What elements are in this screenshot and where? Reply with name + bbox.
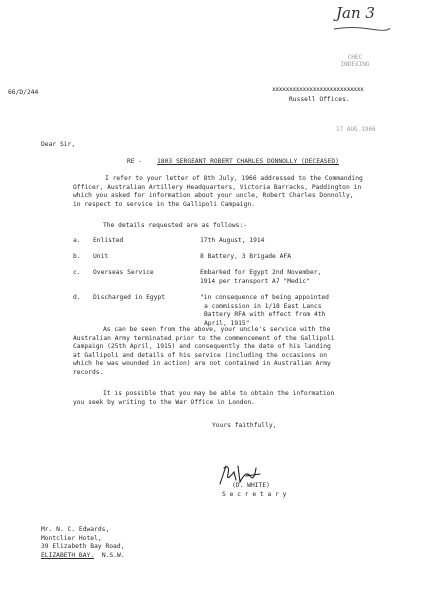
signatory-title: S e c r e t a r y — [222, 491, 287, 498]
paragraph-3-line: you seek by writing to the War Office in London. — [73, 398, 255, 406]
recipient-state: N.S.W. — [101, 551, 125, 559]
paragraph-2-line: at Gallipoli and details of his service (including the occasions on — [73, 351, 328, 359]
handwritten-annotation: Jan 3 — [336, 4, 375, 22]
detail-value: 8 Battery, 3 Brigade AFA — [200, 253, 291, 260]
recipient-address-line: Montclier Hotel, — [41, 534, 102, 542]
paragraph-1 — [73, 175, 361, 209]
detail-letter: b. — [73, 253, 81, 260]
detail-letter: a. — [73, 237, 81, 244]
detail-value: 1914 per transport A7 "Medic" — [200, 277, 310, 285]
detail-value: a commission in 1/18 East Lancs — [204, 302, 322, 310]
paragraph-1-line: which you asked for information about your uncle, Robert Charles Donnolly, — [73, 192, 354, 200]
recipient-city: ELIZABETH BAY. — [41, 551, 95, 559]
detail-value: 17th August, 1914 — [200, 237, 265, 244]
detail-value: Battery RFA with effect from 4th — [204, 311, 326, 319]
recipient-name: Mr. N. C. Edwards, — [41, 526, 110, 533]
paragraph-3 — [73, 390, 335, 407]
paragraph-2-line: Australian Army terminated prior to the commencement of the Gallipoli — [73, 334, 335, 342]
paragraph-1-line: in respect to service in the Gallipoli Campaign. — [73, 200, 255, 208]
detail-value: "in consequence of being appointed — [200, 294, 329, 301]
details-intro: The details requested are as follows:- — [103, 222, 248, 229]
subject-line: 1803 SERGEANT ROBERT CHARLES DONNOLLY (DECEASED) — [157, 158, 339, 165]
paragraph-2-line: As can be seen from the above, your uncle's service with the — [103, 326, 331, 333]
signatory-initials: (D. WHITE) — [232, 482, 270, 489]
detail-label: Unit — [93, 253, 109, 260]
separator-line: xxxxxxxxxxxxxxxxxxxxxxxxxxx — [272, 86, 364, 93]
annotation-underline — [332, 26, 392, 32]
recipient-address-line: 39 Elizabeth Bay Road, — [41, 543, 125, 551]
detail-value: April, 1915" — [204, 319, 250, 327]
paragraph-2-line: Campaign (25th April, 1915) and consequently the date of his landing — [73, 343, 331, 351]
detail-label: Discharged in Egypt — [93, 294, 166, 301]
salutation: Dear Sir, — [41, 141, 76, 148]
paragraph-2 — [73, 326, 335, 378]
paragraph-2-line: which he was wounded in action) are not contained in Australian Army — [73, 360, 331, 368]
stamp-line-1: CHEC — [347, 54, 363, 61]
detail-letter: d. — [73, 294, 81, 301]
stamp-line-2: INDEXING — [340, 61, 370, 68]
subject-prefix: RE - — [127, 158, 143, 165]
file-reference: 66/D/244 — [8, 89, 39, 96]
paragraph-1-line: Officer, Australian Artillery Headquarters, Victoria Barracks, Paddington in — [73, 183, 362, 191]
paragraph-3-line: It is possible that you may be able to obtain the information — [103, 390, 335, 397]
office-name: Russell Offices. — [289, 96, 350, 103]
indexing-stamp — [330, 54, 380, 68]
detail-label: Enlisted — [93, 237, 124, 244]
paragraph-1-line: I refer to your letter of 8th July, 1966 addressed to the Commanding — [105, 175, 363, 182]
paragraph-2-line: records. — [73, 368, 104, 376]
recipient-city-line — [41, 552, 125, 561]
detail-label: Overseas Service — [93, 269, 154, 276]
recipient-address — [41, 526, 125, 560]
received-date-stamp: 17 AUG 1966 — [336, 126, 376, 133]
closing: Yours faithfully, — [212, 422, 277, 429]
detail-value: Embarked for Egypt 2nd November, — [200, 269, 322, 276]
detail-letter: c. — [73, 269, 81, 276]
